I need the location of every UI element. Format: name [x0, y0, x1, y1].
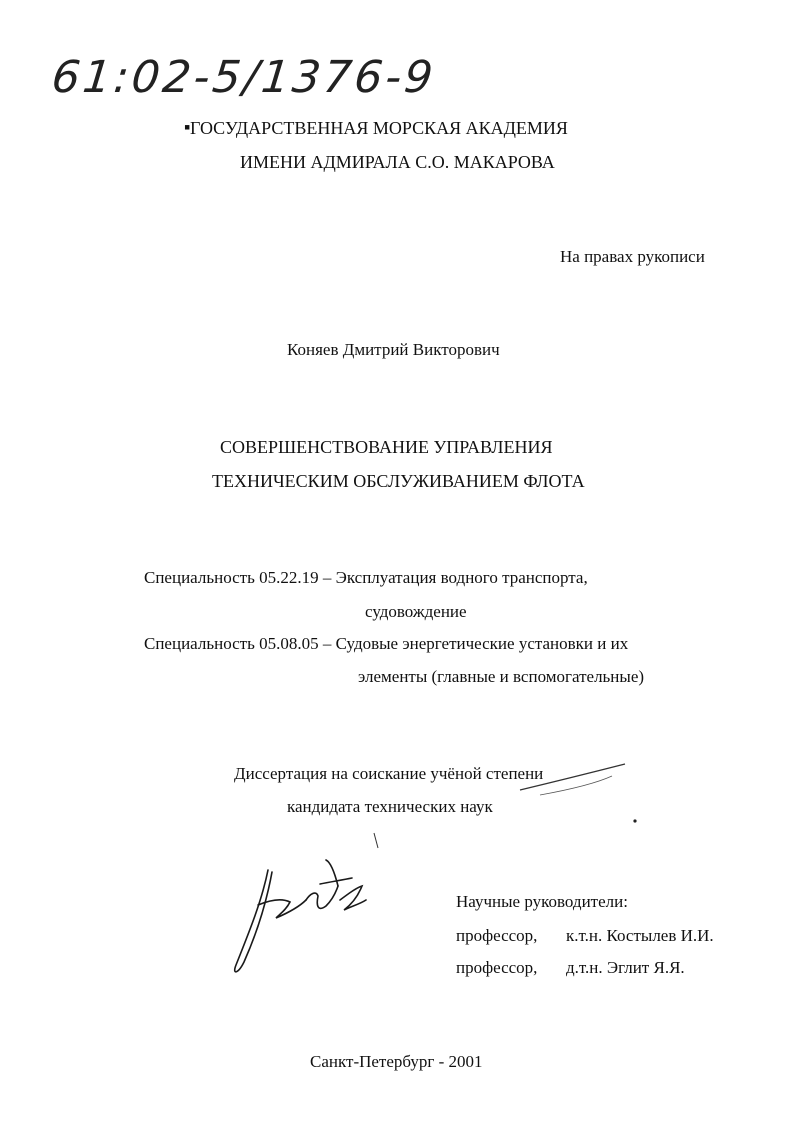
manuscript-note: На правах рукописи — [560, 247, 705, 266]
supervisor-name: к.т.н. Костылев И.И. — [566, 926, 714, 945]
archive-number: 61:02-5/1376-9 — [49, 52, 439, 103]
signature-image — [235, 860, 366, 972]
institution-line-2: ИМЕНИ АДМИРАЛА С.О. МАКАРОВА — [240, 152, 555, 172]
bullet-mark: ▪ — [184, 117, 191, 137]
specialty-1-line-2: судовождение — [365, 602, 467, 621]
specialty-1-line-1: Специальность 05.22.19 – Эксплуатация водного транспорта, — [144, 568, 588, 587]
ink-dot-mark — [633, 819, 636, 822]
institution-line-1: ГОСУДАРСТВЕННАЯ МОРСКАЯ АКАДЕМИЯ — [190, 118, 568, 138]
supervisor-role: профессор, — [456, 958, 538, 977]
dissertation-line-2: кандидата технических наук — [287, 797, 493, 816]
supervisors-heading: Научные руководители: — [456, 892, 628, 911]
thesis-title-line-1: СОВЕРШЕНСТВОВАНИЕ УПРАВЛЕНИЯ — [220, 437, 553, 457]
supervisor-row — [456, 958, 685, 978]
city-year: Санкт-Петербург - 2001 — [310, 1052, 483, 1071]
specialty-2-line-1: Специальность 05.08.05 – Судовые энергетические установки и их — [144, 634, 629, 653]
pen-stroke-mark — [374, 833, 378, 848]
pen-stroke-mark — [540, 776, 612, 795]
author-name: Коняев Дмитрий Викторович — [287, 340, 500, 359]
supervisor-role: профессор, — [456, 926, 538, 945]
specialty-2-line-2: элементы (главные и вспомогательные) — [358, 667, 645, 686]
dissertation-line-1: Диссертация на соискание учёной степени — [234, 764, 544, 783]
supervisor-row — [456, 926, 714, 946]
thesis-title-line-2: ТЕХНИЧЕСКИМ ОБСЛУЖИВАНИЕМ ФЛОТА — [212, 471, 585, 491]
supervisor-name: д.т.н. Эглит Я.Я. — [566, 958, 685, 977]
